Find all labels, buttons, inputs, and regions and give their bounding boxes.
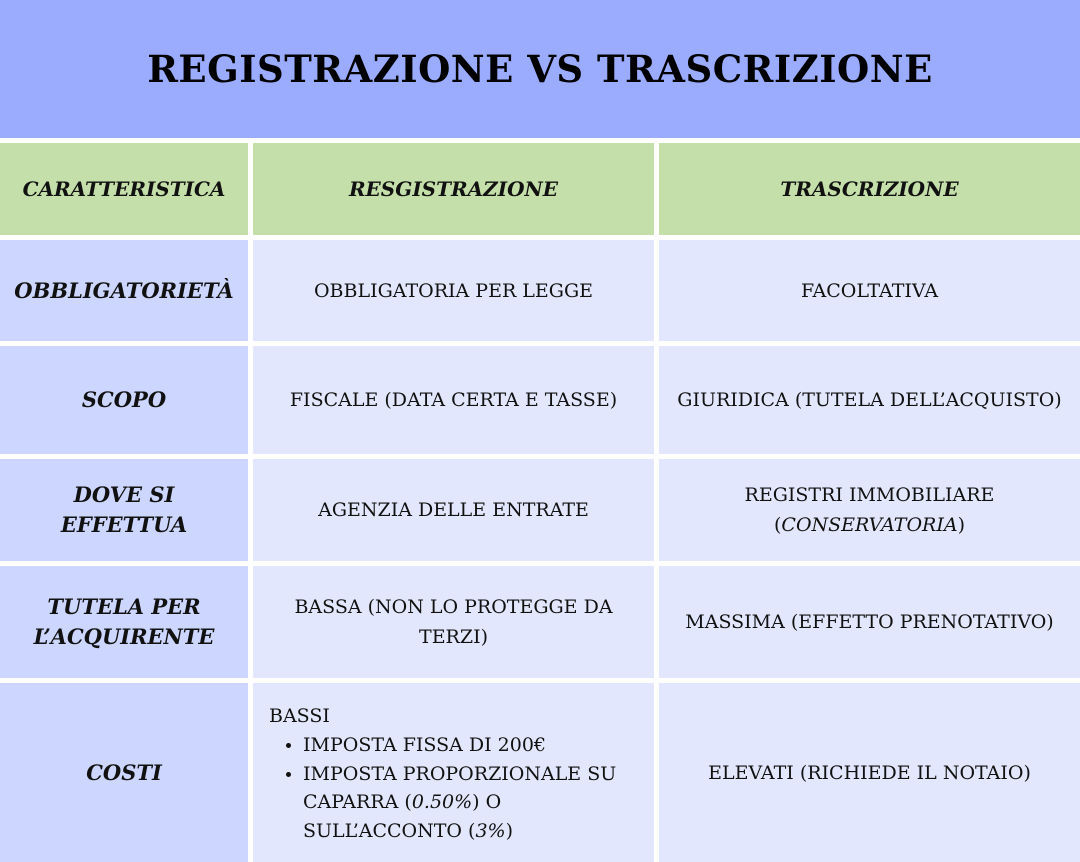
trascrizione-dove-emphasis: CONSERVATORIA: [781, 514, 958, 536]
row-label-dove-si-effettua: DOVE SI EFFETTUA: [0, 459, 248, 561]
trascrizione-dove-suffix: ): [957, 514, 965, 536]
header-caratteristica: CARATTERISTICA: [0, 143, 248, 235]
trascrizione-tutela: MASSIMA (EFFETTO PRENOTATIVO): [659, 566, 1080, 678]
registrazione-costi: [253, 683, 654, 862]
costi-list: [269, 731, 638, 845]
registrazione-obbligatorieta: OBBLIGATORIA PER LEGGE: [253, 240, 654, 341]
row-label-obbligatorieta: OBBLIGATORIETÀ: [0, 240, 248, 341]
row-label-tutela: TUTELA PER L’ACQUIRENTE: [0, 566, 248, 678]
list-item: • IMPOSTA PROPORZIONALE SU CAPARRA (0.50%) O SULL’ACCONTO (3%): [303, 760, 638, 846]
costi-intro: BASSI: [269, 705, 330, 727]
registrazione-dove-si-effettua: AGENZIA DELLE ENTRATE: [253, 459, 654, 561]
header-registrazione: RESGISTRAZIONE: [253, 143, 654, 235]
page-title: REGISTRAZIONE VS TRASCRIZIONE: [147, 47, 933, 91]
row-label-costi: COSTI: [0, 683, 248, 862]
trascrizione-dove-si-effettua: [659, 459, 1080, 561]
trascrizione-costi: ELEVATI (RICHIEDE IL NOTAIO): [659, 683, 1080, 862]
title-bar: [0, 0, 1080, 138]
header-trascrizione: TRASCRIZIONE: [659, 143, 1080, 235]
trascrizione-dove-prefix: REGISTRI IMMOBILIARE (: [744, 484, 995, 536]
trascrizione-scopo: GIURIDICA (TUTELA DELL’ACQUISTO): [659, 346, 1080, 454]
row-label-scopo: SCOPO: [0, 346, 248, 454]
registrazione-tutela: BASSA (NON LO PROTEGGE DA TERZI): [253, 566, 654, 678]
list-item: • IMPOSTA FISSA DI 200€: [303, 731, 638, 760]
registrazione-scopo: FISCALE (DATA CERTA E TASSE): [253, 346, 654, 454]
trascrizione-obbligatorieta: FACOLTATIVA: [659, 240, 1080, 341]
